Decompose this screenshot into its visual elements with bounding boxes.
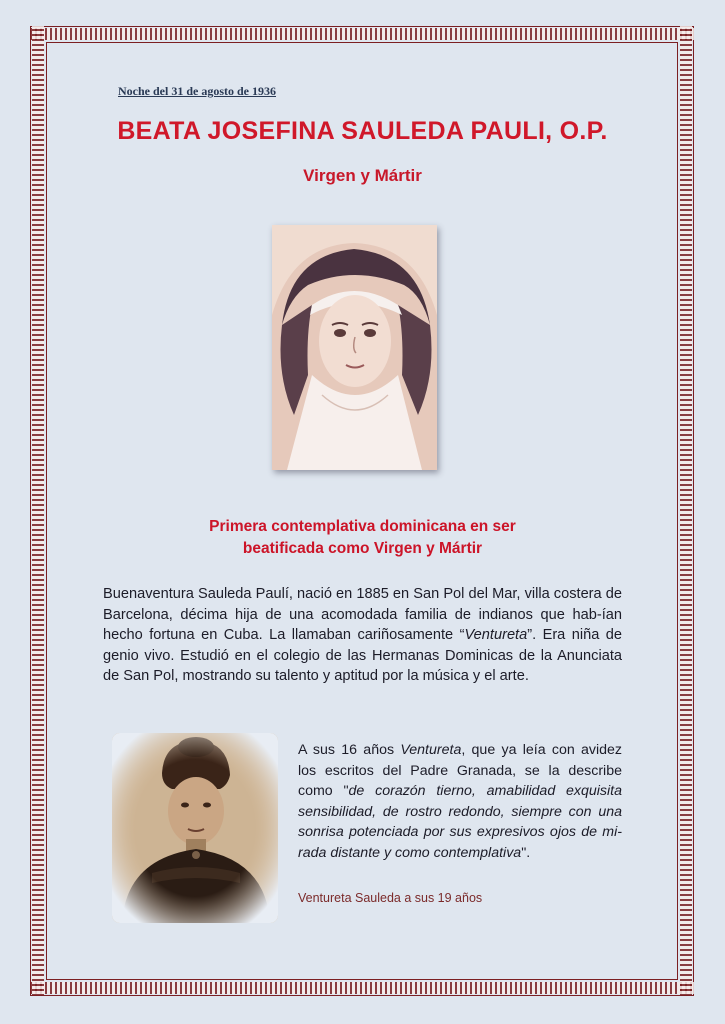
photo-caption: Ventureta Sauleda a sus 19 años	[298, 891, 483, 905]
paragraph2-nickname: Ventureta	[400, 742, 462, 758]
border-top-band	[30, 28, 694, 40]
paragraph2-text-c: ".	[521, 844, 531, 861]
paragraph2-text-a: A sus 16 años	[298, 742, 401, 758]
highlight-heading	[0, 516, 725, 560]
paragraph2-quote: de corazón tierno, amabilidad exquisita sensibilidad, de rostro redondo, siempre con una sonrisa potenciada por sus expresivos ojos de mi-rada distante y como contemplativa	[298, 783, 622, 861]
date-line: Noche del 31 de agosto de 1936	[118, 84, 276, 98]
paragraph2-text-b: , que ya leía con avidez los escritos del Padre Granada, se la describe como "	[298, 742, 622, 799]
page-subtitle: Virgen y Mártir	[303, 166, 422, 185]
portrait-photo-young-woman	[112, 733, 278, 923]
portrait-drawing-nun	[272, 225, 437, 470]
paragraph1-nickname: Ventureta	[464, 627, 528, 643]
paragraph1-text-a: Buenaventura Sauleda Paulí, nació en 1885 en San Pol del Mar, villa costera de Barcelona, décima hija de una acomodada familia de indianos que hab-ían hecho fortuna en Cuba. La llamaban cariñosamente “	[103, 586, 622, 643]
highlight-line-2: beatificada como Virgen y Mártir	[242, 540, 483, 557]
biography-paragraph	[103, 584, 622, 687]
border-bottom-band	[30, 982, 694, 994]
page-title: BEATA JOSEFINA SAULEDA PAULI, O.P.	[117, 117, 608, 145]
paragraph1-text-b: ”. Era niña de genio vivo. Estudió en el colegio de las Hermanas Dominicas de la Anunciata de San Pol, mostrando su talento y aptitud por la música y el arte.	[103, 627, 622, 684]
adolescence-paragraph	[298, 740, 622, 863]
nun-sketch-image	[272, 225, 437, 470]
highlight-line-1: Primera contemplativa dominicana en ser	[209, 518, 516, 535]
sepia-photo-image	[112, 733, 278, 923]
